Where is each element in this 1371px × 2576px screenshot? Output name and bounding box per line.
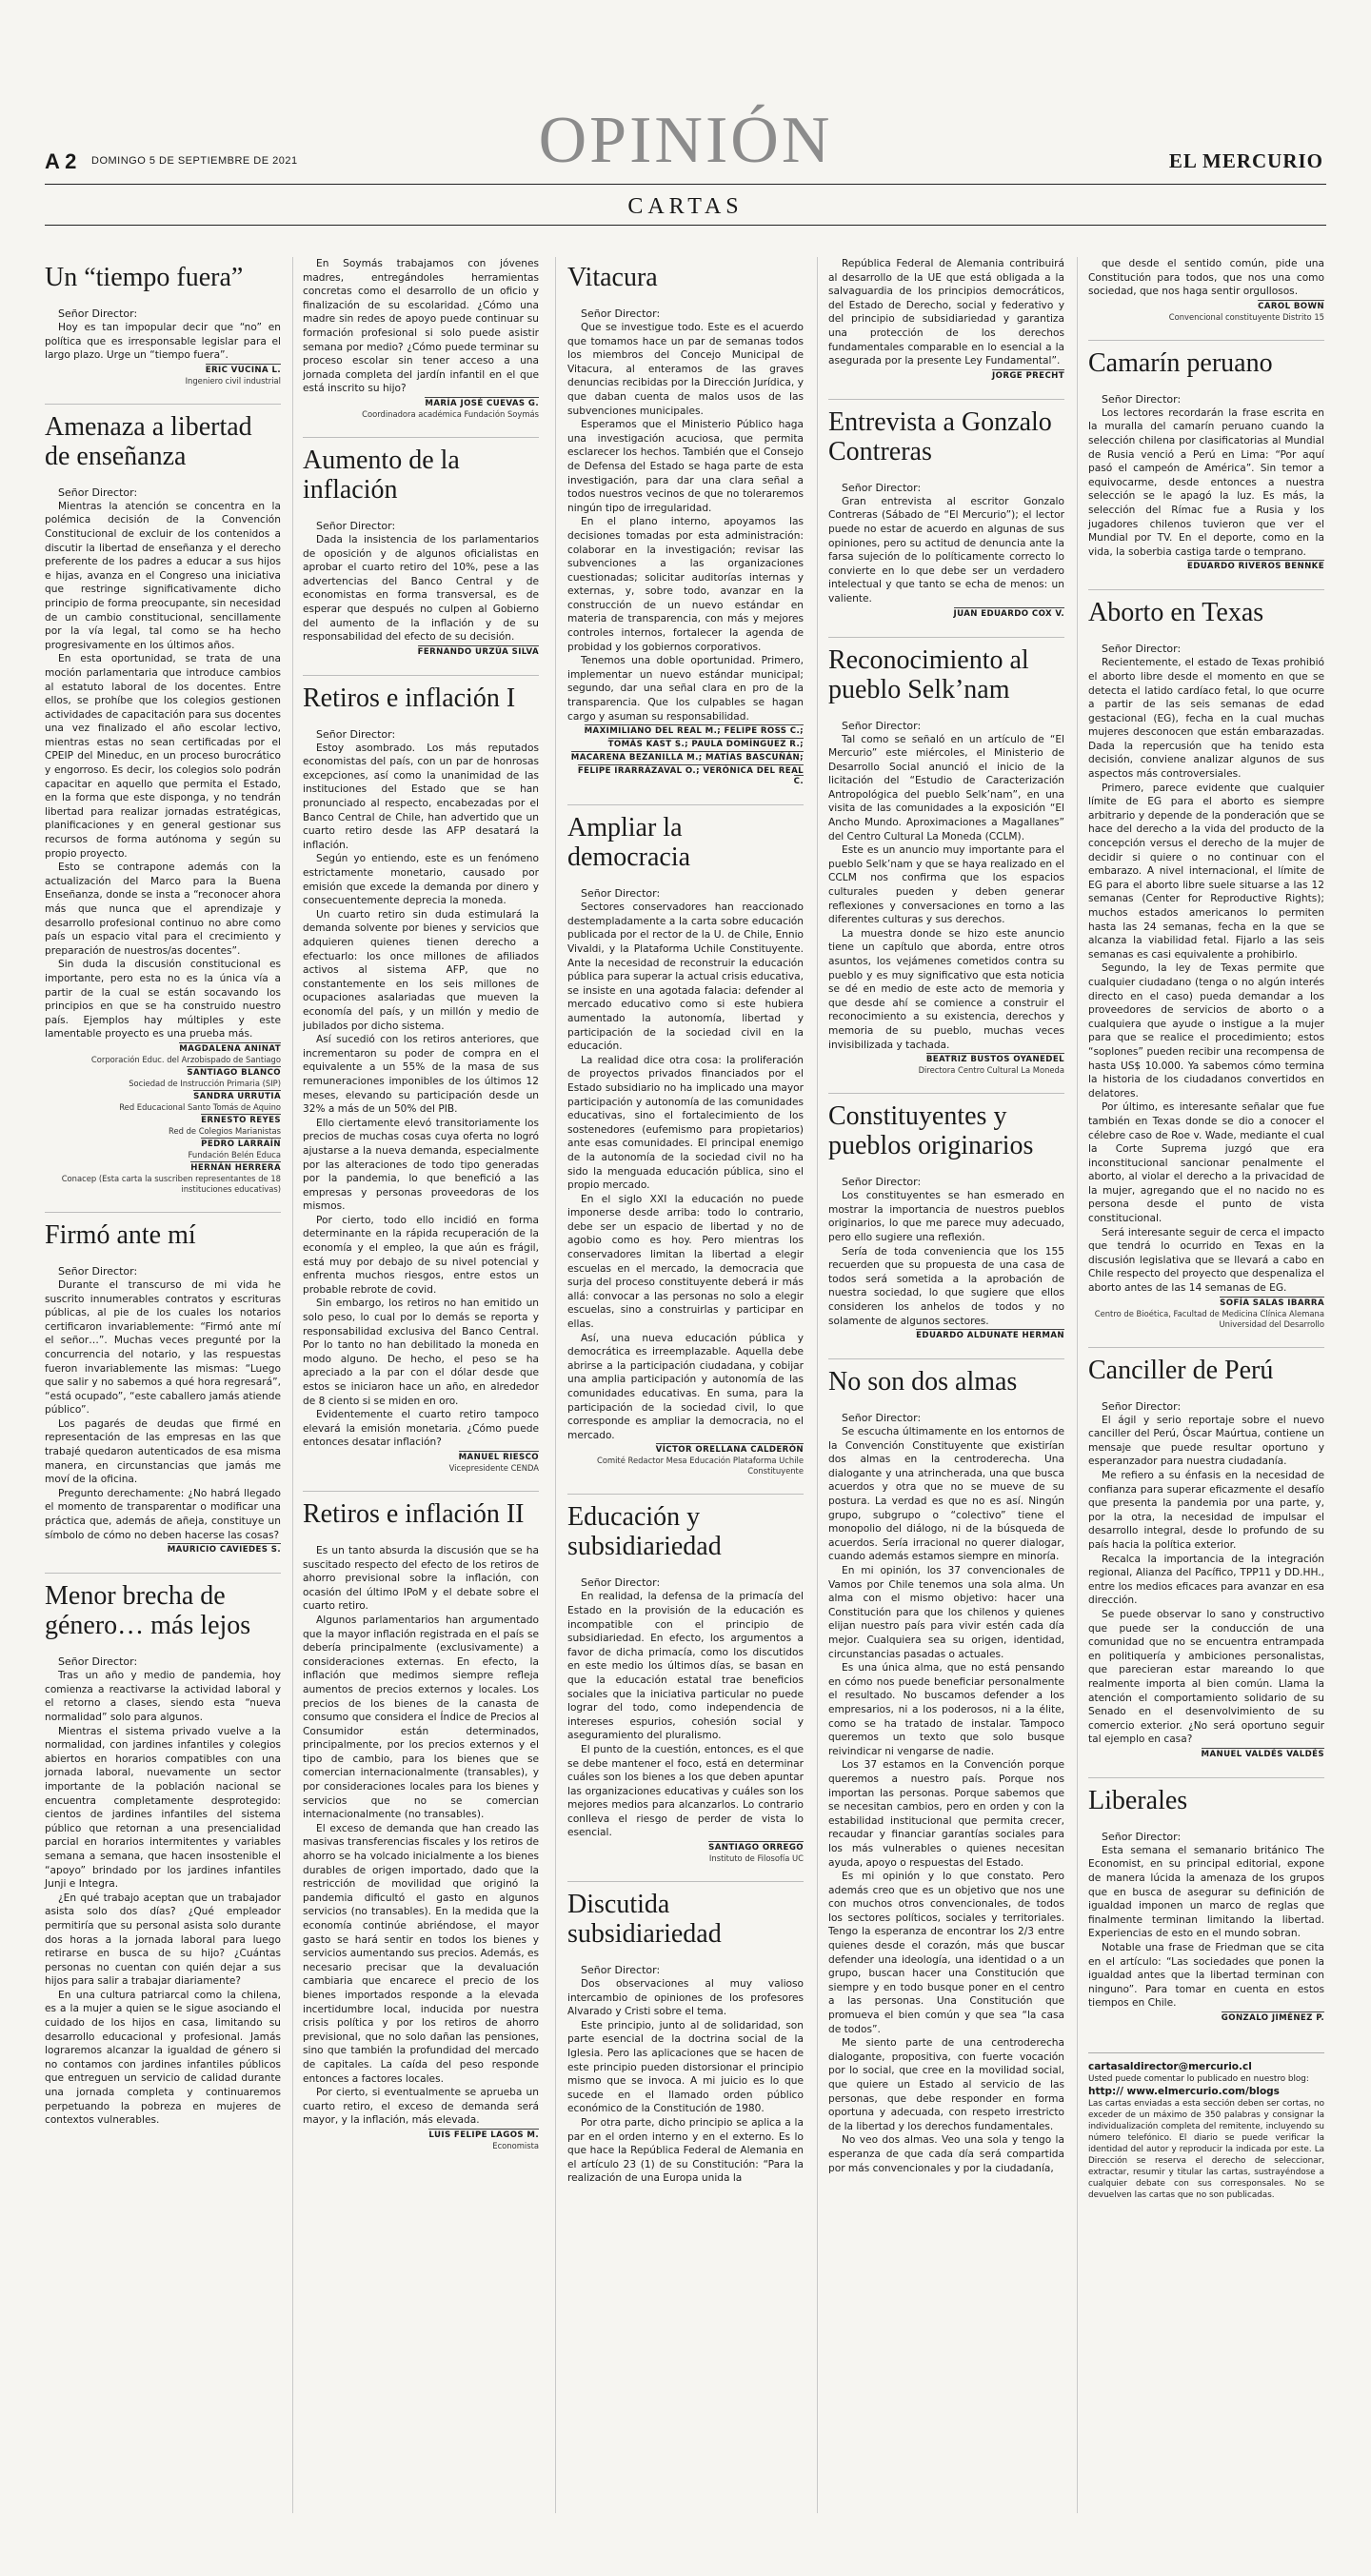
letter-signature (567, 740, 804, 750)
letter-signature (567, 1445, 804, 1456)
letter (567, 263, 804, 787)
letter-paragraph: Será interesante seguir de cerca el impacto que tendrá lo ocurrido en Texas en la discusión legislativa que se llevará a cabo en Chile respecto del proyecto que despenaliza el aborto antes de las 14 semanas de EG. (1088, 1226, 1324, 1295)
letter-separator (567, 804, 804, 805)
signature-affiliation: Convencional constituyente Distrito 15 (1168, 311, 1324, 322)
letter-paragraph: Gran entrevista al escritor Gonzalo Contreras (Sábado de “El Mercurio”); el lector puede no estar de acuerdo en algunas de sus opiniones, pero su actitud de denuncia ante la farsa sujeción de lo políticamente correcto lo convierte en lo que debe ser un verdadero intelectual y que tanto se echa de menos: un valiente. (828, 495, 1064, 604)
letter-paragraph: Así, una nueva educación pública y democrática es irreemplazable. Aquella debe abrirse a la participación ciudadana, y cobijar una amplia participación y autonomía de las comunidades educativas. En suma, para la participación de la sociedad civil, lo que corresponde es ampliar la democracia, no el mercado. (567, 1332, 804, 1441)
letter-paragraph: Dos observaciones al muy valioso intercambio de opiniones de los profesores Alvarado y Cristi sobre el tema. (567, 1978, 804, 2018)
signature-affiliation: Coordinadora académica Fundación Soymás (362, 408, 539, 419)
letter-paragraph: Que se investigue todo. Este es el acuerdo que tomamos hace un par de semanas todos los miembros del Concejo Municipal de Vitacura, al enteramos de las graves denuncias recibidas por la Dirección Jurídica, y que daban cuenta de malos usos de las subvenciones municipales. (567, 322, 804, 417)
letter-paragraph: Por cierto, todo ello incidió en forma determinante en la rápida recuperación de la economía y el empleo, la que aún es frágil, está muy por debajo de su nivel potencial y enfrenta muchos riesgos, entre estos un probable rebrote de covid. (303, 1214, 539, 1296)
signature-affiliation: Directora Centro Cultural La Moneda (918, 1065, 1064, 1076)
signature-name: MANUEL VALDÉS VALDÉS (1201, 1749, 1324, 1759)
letter (567, 804, 804, 1476)
letter-headline: Aborto en Texas (1088, 598, 1264, 628)
letter-paragraph: El exceso de demanda que han creado las masivas transferencias fiscales y los retiros de ahorro se ha volcado inicialmente a los bienes durables de origen importado, dado que la restricción de movilidad que originó la pandemia dificultó el gasto en algunos servicios (no transables). En la medida que la economía continúe abriéndose, el mayor gasto se hará sentir en todos los bienes y servicios aumentando sus precios. Además, es necesario precisar que la devaluación cambiaria que encarece el precio de los bienes importados responde a la elevada incertidumbre local, inducida por nuestra crisis política y por los retiros de ahorro previsional, que no solo dañan las pensiones, sino que también la profundidad del mercado de capitales. La caída del peso responde entonces a factores locales. (303, 1822, 539, 2085)
letter-paragraph: En mi opinión, los 37 convencionales de Vamos por Chile tenemos una sola alma. Un alma con el mismo objetivo: hacer una Constitución para que los chilenos y quienes elijan nuestro país para vivir estén cada día mejor. Cualquiera sea su origen, identidad, circunstancias pasadas o actuales. (828, 1565, 1064, 1660)
letter-paragraph: En una cultura patriarcal como la chilena, es a la mujer a quien se le sigue asociando el cuidado de los hijos en casa, limitando su desarrollo educacional y profesional. Jamás lograremos alcanzar la igualdad de género si no contamos con jardines infantiles públicos que entreguen un servicio de calidad durante una jornada completa y continuaremos perpetuando la pobreza en mujeres de contextos vulnerables. (45, 1989, 281, 2127)
column-1 (45, 257, 281, 2145)
letter-paragraph: Segundo, la ley de Texas permite que cualquier ciudadano (tenga o no algún interés directo en el caso) pueda demandar a los proveedores de servicios de aborto o a cualquiera que ayude o instigue a la mujer para que se realice el procedimiento; estos “soplones” pueden recibir una recompensa de hasta US$ 10.000. Ya sabemos cómo termina la historia de los ciudadanos convertidos en delatores. (1088, 962, 1324, 1100)
letter-paragraph: Me siento parte de una centroderecha dialogante, propositiva, con fuerte vocación por lo social, que cree en la movilidad social, que quiere un Estado al servicio de las personas, que debe responder en forma oportuna y adecuada, con respeto irrestricto de la libertad y los derechos fundamentales. (828, 2037, 1064, 2132)
letter (303, 1491, 539, 2151)
letter-paragraph: Sería de toda conveniencia que los 155 recuerden que su propuesta de una casa de todos será sometida a la aprobación de nuestra sociedad, lo que sugiere que ellos consideren los anhelos de todos y no solamente de algunos sectores. (828, 1245, 1064, 1327)
signature-affiliation: Red Educacional Santo Tomás de Aquino (119, 1101, 281, 1112)
letter-paragraph: que desde el sentido común, pide una Constitución para todos, que nos una como sociedad, que nos haga sentir orgullosos. (1088, 258, 1324, 298)
letter-headline: Un “tiempo fuera” (45, 263, 244, 292)
letter (1088, 257, 1324, 323)
letter-paragraph: Hoy es tan impopular decir que “no” en política que es irresponsable legislar para el largo plazo. Urge un “tiempo fuera”. (45, 322, 281, 362)
signature-name: BEATRIZ BUSTOS OYANEDEL (925, 1055, 1064, 1065)
letter-salutation: Señor Director: (842, 481, 922, 494)
letter-paragraph: Un cuarto retiro sin duda estimulará la demanda solvente por bienes y servicios que adquieren quienes tienen derecho a efectuarlo: los once millones de afiliados activos al sistema AFP, que no constantemente en los seis millones de ocupaciones asalariadas que mueven la economía del país, y un millón y medio de jubilados por dicho sistema. (303, 908, 539, 1032)
column-3 (567, 257, 804, 2203)
contact-box (1088, 2052, 1324, 2201)
signature-name: FELIPE IRARRÁZAVAL O.; VERÓNICA DEL REAL C. (577, 766, 804, 787)
letter-headline: Constituyentes y pueblos originarios (828, 1101, 1034, 1161)
letter (828, 637, 1064, 1077)
signature-name: MAXIMILIANO DEL REAL M.; FELIPE ROSS C.; (584, 726, 804, 737)
letter-paragraph: Sin embargo, los retiros no han emitido un solo peso, lo cual por lo demás se reporta y responsabilidad exclusiva del Banco Central. Por lo tanto no han debilitado la moneda en modo alguno. De hecho, el peso se ha apreciado a la par con el dólar desde que estos se iniciaron hace un año, en alrededor de 8 ciento si se miden en oro. (303, 1298, 539, 1407)
letter-paragraph: Esperamos que el Ministerio Público haga una investigación acuciosa, que permita esclarecer los hechos. También que el Consejo de Defensa del Estado se haga parte de esta investigación, para dar una clara señal a todos nuestros vecinos de que no toleraremos ningún tipo de irregularidad. (567, 419, 804, 514)
newspaper-name: EL MERCURIO (1168, 149, 1323, 172)
letter-paragraph: En realidad, la defensa de la primacía del Estado en la provisión de la educación es incompatible con el principio de subsidiariedad. En efecto, los argumentos a favor de dicha primacía, como los discutidos en este medio los últimos días, se basan en que la educación estatal trae beneficios sociales que la iniciativa particular no puede lograr del todo, como independencia de intereses espurios, cohesión social y aseguramiento del pluralismo. (567, 1591, 804, 1742)
letter-salutation: Señor Director: (581, 1964, 661, 1977)
letter-separator (303, 437, 539, 438)
letter (45, 1573, 281, 2128)
letter-salutation: Señor Director: (842, 1176, 922, 1189)
letter-signature (567, 766, 804, 787)
letter-headline: Amenaza a libertad de enseñanza (45, 411, 252, 471)
signature-name: MARÍA JOSÉ CUEVAS G. (425, 398, 539, 408)
letter-paragraph: El ágil y serio reportaje sobre el nuevo canciller del Perú, Óscar Maúrtua, contiene un mensaje que puede resultar oportuno y esperanzador para nuestra ciudadanía. (1088, 1414, 1324, 1468)
letter-signature (45, 1163, 281, 1174)
letter-paragraph: En Soymás trabajamos con jóvenes madres, entregándoles herramientas concretas como el desarrollo de un oficio y finalización de su escolaridad. ¿Cómo una madre sin redes de apoyo puede continuar su formación profesional si solo puede asistir semana por medio? ¿Cómo puede terminar su proceso escolar sin tener acceso a una jornada completa del jardín infantil en el que está inscrito su hijo? (303, 258, 539, 395)
signature-name: MANUEL RIESCO (458, 1452, 539, 1462)
letter-signature (45, 1068, 281, 1079)
letter-paragraph: Los 37 estamos en la Convención porque queremos a nuestro país. Porque nos importan las personas. Porque sabemos que se necesitan cambios, pero en orden y con la estabilidad institucional que permita crecer, recaudar y financiar garantías sociales para los más vulnerables o quienes necesitan ayuda, apoyo o respuestas del Estado. (828, 1759, 1064, 1869)
letter-separator (567, 1881, 804, 1882)
letter-salutation: Señor Director: (1102, 1399, 1182, 1413)
letter-paragraph: Es mi opinión y lo que constato. Pero además creo que es un objetivo que nos une con muchos otros convencionales, de todos los sectores políticos, sociales y territoriales. Tengo la esperanza de encontrar los 2/3 entre quienes desde el corazón, más que buscar defender una ideología, una identidad o a un grupo, buscan hacer una Constitución que siempre y en todo busque poner en el centro a las personas. Una Constitución que promueva el bien común y que sea “la casa de todos”. (828, 1871, 1064, 2035)
masthead (0, 0, 1371, 228)
letter-headline: Reconocimiento al pueblo Selk’nam (828, 644, 1029, 704)
publication-date: DOMINGO 5 DE SEPTIEMBRE DE 2021 (91, 155, 298, 167)
letter-headline: Camarín peruano (1088, 347, 1273, 378)
letter-headline: Vitacura (567, 263, 658, 292)
letter-separator (567, 1494, 804, 1495)
letter-salutation: Señor Director: (1102, 392, 1182, 406)
letter-signature (45, 366, 281, 376)
letter-paragraph: Por otra parte, dicho principio se aplica a la par en el orden interno y en el externo. Es lo que hace la República Federal de Alemania en el artículo 23 (1) de su Constitución: “Para la realización de una Europa unida la (567, 2117, 804, 2185)
section-title: OPINIÓN (538, 104, 833, 177)
letter-separator (303, 1491, 539, 1492)
letter-paragraph: El punto de la cuestión, entonces, es el que se debe mantener el foco, está en determinar cuáles son los bienes a los que deben apuntar las organizaciones educativas y cuáles son los mejores medios para alcanzarlos. Lo contrario conlleva el riesgo de perder de vista lo esencial. (567, 1743, 804, 1839)
letter-signature (1088, 302, 1324, 312)
letter-paragraph: Recalca la importancia de la integración regional, Alianza del Pacífico, TPP11 y DD.HH., entre los medios eficaces para avanzar en esa dirección. (1088, 1553, 1324, 1607)
letter-paragraph: Es una única alma, que no está pensando en cómo nos puede beneficiar personalmente el resultado. No buscamos defender a los empresarios, ni a los poderosos, ni a la élite, como se ha tratado de instalar. Tampoco queremos un texto que solo busque reivindicar ni vengarse de nadie. (828, 1662, 1064, 1757)
letter-headline: Liberales (1088, 1785, 1188, 1815)
letter-paragraph: Primero, parece evidente que cualquier límite de EG para el aborto es siempre arbitrario y depende de la ponderación que se hace del derecho a la vida del producto de la concepción versus el derecho de la mujer de decidir si quiere o no continuar con el embarazo. A nivel internacional, el límite de EG para el aborto libre suele situarse a las 12 semanas (Center for Reproductive Rights); muchos estados americanos lo permiten hasta las 24 semanas, fecha en la que se alcanza la viabilidad fetal. Fijarlo a las seis semanas es casi equivalente a prohibirlo. (1088, 782, 1324, 961)
page-number: A 2 (45, 149, 77, 173)
letter-paragraph: No veo dos almas. Veo una sola y tengo la esperanza de que cada día será compartida por más convencionales y por la ciudadanía, (828, 2134, 1064, 2174)
letter-signature (303, 647, 539, 658)
signature-name: PEDRO LARRAÍN (201, 1139, 281, 1149)
letter-separator (45, 1212, 281, 1213)
signature-name: FERNANDO URZÚA SILVA (417, 646, 539, 657)
letter-paragraph: Esto se contrapone además con la actualización del Marco para la Buena Enseñanza, donde se insta a “reconocer ahora más que nunca que el aprendizaje y desarrollo profesional continuo no abre como país un espacio vital para el crecimiento y preparación de nuestros/as docentes”. (45, 862, 281, 957)
letter-separator (828, 1358, 1064, 1359)
letter-separator (45, 404, 281, 405)
letter-separator (1088, 340, 1324, 341)
letter-signature (1088, 562, 1324, 572)
letter (45, 263, 281, 386)
letter-signature (828, 1055, 1064, 1065)
letter (1088, 589, 1324, 1329)
letter-paragraph: En esta oportunidad, se trata de una moción parlamentaria que introduce cambios al estatuto laboral de los docentes. Entre ellos, se prohíbe que los colegios gestionen actividades de capacitación para sus docentes una vez finalizado el año escolar lectivo, mientras estas no sean certificadas por el CPEIP del Mineduc, en un proceso burocrático y engorroso. Es decir, los colegios solo podrán capacitar en aquello que permita el Estado, en la forma que este disponga, y no tendrán libertad para realizar jornadas estratégicas, planificaciones y en general gestionar sus recursos de forma autónoma y según su propio proyecto. (45, 653, 281, 860)
letter-headline: Educación y subsidiariedad (567, 1502, 722, 1562)
signature-name: SANTIAGO BLANCO (187, 1067, 281, 1078)
column-2 (303, 257, 539, 2169)
letter-signature (1088, 1298, 1324, 1309)
letter-signature (828, 1331, 1064, 1341)
letter-paragraph: Tras un año y medio de pandemia, hoy comienza a reactivarse la actividad laboral y el retorno a clases, siendo esta “nueva normalidad” solo para algunos. (45, 1670, 281, 1723)
letter-signature (303, 399, 539, 409)
signature-affiliation: Vicepresidente CENDA (448, 1462, 539, 1473)
letter-paragraph: Sectores conservadores han reaccionado destempladamente a la carta sobre educación publicada por el rector de la U. de Chile, Ennio Vivaldi, y la Plataforma Uchile Constituyente. Ante la necesidad de reconstruir la educación pública para superar la actual crisis educativa, se insiste en una agotada falacia: defender al mercado educativo como si este hubiera aumentado la autonomía, libertad y participación de la sociedad civil en la educación. (567, 902, 804, 1053)
letter-paragraph: ¿En qué trabajo aceptan que un trabajador asista solo dos días? ¿Qué empleador permitiría que su personal asista solo durante dos horas a la jornada laboral para luego retirarse en busca de su hijo? ¿Cuántas personas no cuentan con quién dejar a sus hijos para salir a trabajar diariamente? (45, 1892, 281, 1988)
letter-signature (303, 2130, 539, 2141)
letter (45, 404, 281, 1195)
letter-salutation: Señor Director: (1102, 1830, 1182, 1843)
letter-headline: Retiros e inflación I (303, 683, 516, 713)
letter-headline: Discutida subsidiariedad (567, 1890, 722, 1950)
signature-name: LUIS FELIPE LAGOS M. (428, 2130, 539, 2140)
letter-signature (45, 1044, 281, 1055)
signature-name: VÍCTOR ORELLANA CALDERÓN (655, 1445, 804, 1456)
masthead-rule-top (45, 184, 1326, 185)
letter-signature (45, 1116, 281, 1126)
column-divider (817, 257, 818, 2513)
signature-name: CAROL BOWN (1258, 301, 1324, 311)
letter (828, 1358, 1064, 2175)
letter-paragraph: Tal como se señaló en un artículo de “El Mercurio” este miércoles, el Ministerio de Desarrollo Social anunció el inicio de la licitación del “Estudio de Caracterización Antropológica del pueblo Selk’nam”, en una visita de las comunidades a la exposición “El Ancho Mundo. Aproximaciones a Magallanes” del Centro Cultural La Moneda (CCLM). (828, 733, 1064, 842)
letter-headline: Firmó ante mí (45, 1219, 196, 1250)
letters-policy: Las cartas enviadas a esta sección deben ser cortas, no exceder de un máximo de 350 palabras y consignar la individualización completa del remitente, incluyendo su número telefónico. El diario se puede verificar la identidad del autor y reproducir la indicada por este. La Dirección se reserva el derecho de seleccionar, extractar, resumir y titular las cartas, sustrayéndose a cualquier debate con sus corresponsales. No se devuelven las cartas que no son publicadas. (1088, 2099, 1324, 2200)
letter-salutation: Señor Director: (1102, 643, 1182, 656)
letter-paragraph: Esta semana el semanario británico The Economist, en su principal editorial, expone de manera lúcida la amenaza de los grupos que en busca de asegurar su definición de igualdad imponen un marco de reglas que finalmente terminan limitando la libertad. Experiencias de esto en el mundo sobran. (1088, 1844, 1324, 1940)
letter-paragraph: La realidad dice otra cosa: la proliferación de proyectos privados financiados por el Estado subsidiario no ha implicado una mayor participación y autonomía de las comunidades educativas, sino el fortalecimiento de los sostenedores (eufemismo para propietarios) ante esas comunidades. El principal enemigo de la autonomía de la sociedad civil no ha sido la menguada educación pública, sino el propio mercado. (567, 1054, 804, 1192)
signature-name: MAURICIO CAVIEDES S. (167, 1545, 281, 1556)
letter-signature (828, 609, 1064, 620)
signature-name: JORGE PRECHT (992, 370, 1064, 381)
letter-headline: Aumento de la inflación (303, 445, 460, 505)
letter-paragraph: Notable una frase de Friedman que se cita en el artículo: “Las sociedades que ponen la igualdad antes que la libertad terminan con ninguno”. Para tomar en cuenta en estos tiempos en Chile. (1088, 1942, 1324, 2010)
signature-affiliation: Sociedad de Instrucción Primaria (SIP) (129, 1078, 281, 1088)
signature-name: ERNESTO REYES (201, 1115, 281, 1125)
letter (567, 1494, 804, 1864)
letter-signature (45, 1139, 281, 1150)
letter-salutation: Señor Director: (581, 887, 661, 901)
letter-salutation: Señor Director: (58, 1264, 138, 1278)
letter (1088, 340, 1324, 573)
letter (828, 1093, 1064, 1341)
letter-paragraph: República Federal de Alemania contribuirá al desarrollo de la UE que está obligada a la salvaguardia de los principios democráticos, del Estado de Derecho, social y federativo y del principio de subsidiariedad y garantiza una protección de los derechos fundamentales comparable en lo esencial a la asegurada por la presente Ley Fundamental”. (828, 258, 1064, 367)
letter-signature (303, 1453, 539, 1463)
letter-salutation: Señor Director: (58, 485, 138, 499)
subsection-title: CARTAS (627, 194, 744, 219)
letter-paragraph: Estoy asombrado. Los más reputados economistas del país, con un par de honrosas excepciones, así como la unanimidad de las instituciones del Estado que se han pronunciado al respecto, encabezadas por el Banco Central de Chile, han advertido que un cuarto retiro desde las AFP desatará la inflación. (303, 742, 539, 851)
signature-affiliation: Corporación Educ. del Arzobispado de Santiago (90, 1054, 281, 1064)
signature-name: SANDRA URRUTIA (193, 1091, 281, 1101)
letter-separator (828, 399, 1064, 400)
letter-paragraph: Algunos parlamentarios han argumentado que la mayor inflación registrada en el país se debería principalmente (exclusivamente) a consideraciones externas. En efecto, la inflación que medimos siempre refleja aumentos de precios externos y locales. Los precios de los bienes de la canasta de consumo que considera el Índice de Precios al Consumidor están determinados, principalmente, por los precios externos y el tipo de cambio, para los bienes que se comercian internacionalmente (transables), y por consideraciones locales para los bienes y servicios que no se comercian internacionalmente (no transables). (303, 1614, 539, 1821)
letter-paragraph: Mientras el sistema privado vuelve a la normalidad, con jardines infantiles y colegios abiertos en horarios compatibles con una jornada laboral, nuevamente un sector importante de la población nacional se encuentra completamente desprotegido: cientos de jardines infantiles del sistema público que retornan a una presencialidad parcial en horarios intermitentes y variables semana a semana, que hacen insostenible el “apoyo” brindado por los jardines infantiles Junji e Integra. (45, 1725, 281, 1891)
letter-signature (1088, 1750, 1324, 1760)
letter-headline: Ampliar la democracia (567, 813, 691, 873)
letter-paragraph: Evidentemente el cuarto retiro tampoco elevará la emisión monetaria. ¿Cómo puede entonces desatar inflación? (303, 1409, 539, 1449)
letter-paragraph: Dada la insistencia de los parlamentarios de oposición y de algunos oficialistas en aprobar el cuarto retiro del 10%, pese a las advertencias del Banco Central y de economistas en forma transversal, es de esperar que después no culpen al Gobierno del aumento de la inflación y de su responsabilidad del efecto de su decisión. (303, 533, 539, 644)
signature-name: SOFÍA SALAS IBARRA (1220, 1298, 1324, 1308)
letter-paragraph: Los constituyentes se han esmerado en mostrar la importancia de nuestros pueblos originarios, lo que me parece muy adecuado, pero ello sugiere una reflexión. (828, 1190, 1064, 1243)
signature-affiliation: Ingeniero civil industrial (185, 375, 281, 386)
letter-signature (45, 1545, 281, 1556)
letter-paragraph: Durante el transcurso de mi vida he suscrito innumerables contratos y escrituras públicas, al pie de los cuales los notarios certificaron invariablemente: “Firmó ante mí el señor…”. Muchas veces pregunté por la concurrencia del notario, y las respuestas fueron invariablemente las mismas: “Luego que salir y no sabemos a qué hora regresará”, “está ocupado”, “este caballero jamás atiende público”. (45, 1278, 281, 1417)
signature-name: MAGDALENA ANINAT (179, 1043, 281, 1054)
letter-paragraph: Es un tanto absurda la discusión que se ha suscitado respecto del efecto de los retiros de ahorro previsional sobre la inflación, con ocasión del último IPoM y el debate sobre el cuarto retiro. (303, 1544, 539, 1613)
letter-signature (567, 1843, 804, 1853)
letter-paragraph: Me refiero a su énfasis en la necesidad de confianza para superar eficazmente el desafío que presenta la pandemia por una parte, y, por la otra, la necesidad de impulsar el desarrollo integral, desde lo profundo de su país hacia la política exterior. (1088, 1470, 1324, 1551)
letter-paragraph: Ello ciertamente elevó transitoriamente los precios de muchas cosas cuya oferta no logró ajustarse a la nueva demanda, especialmente por las alteraciones de todo tipo generadas por la pandemia, lo que benefició a las empresas y personas proveedoras de los mismos. (303, 1117, 539, 1213)
letter-paragraph: Según yo entiendo, este es un fenómeno estrictamente monetario, causado por emisión que excede la demanda por dinero y consecuentemente deprecia la moneda. (303, 853, 539, 907)
letter-paragraph: Sin duda la discusión constitucional es importante, pero esta no es la única vía a partir de la cual se están socavando los principios en que se ha construido nuestro país. Ejemplos hay múltiples y este lamentable proyecto es una prueba más. (45, 959, 281, 1040)
letter (303, 257, 539, 420)
letter-separator (303, 675, 539, 676)
letter-salutation: Señor Director: (316, 519, 396, 532)
letter-paragraph: Tenemos una doble oportunidad. Primero, implementar un nuevo estándar municipal; segundo, dar una señal clara en pro de la transparencia. Que los culpables se hagan cargo y asuman su responsabilidad. (567, 655, 804, 723)
letter-signature (45, 1092, 281, 1102)
signature-name: TOMÁS KAST S.; PAULA DOMÍNGUEZ R.; (607, 740, 804, 750)
letter-signature (567, 726, 804, 737)
letter-paragraph: Mientras la atención se concentra en la polémica decisión de la Convención Constitucional de excluir de los contenidos a discutir la libertad de enseñanza y el derecho preferente de los padres a educar a sus hijos e hijas, avanza en el Congreso una iniciativa que restringe significativamente dicho principio de forma preocupante, sin necesidad de un cambio constitucional, sencillamente por la vía legal, tal como se ha hecho progresivamente en los últimos años. (45, 500, 281, 651)
letter-salutation: Señor Director: (581, 307, 661, 320)
letter-salutation: Señor Director: (581, 1576, 661, 1590)
letter (828, 399, 1064, 620)
letter-paragraph: Así sucedió con los retiros anteriores, que incrementaron su poder de compra en el equivalente a un 55% de la masa de sus remuneraciones imponibles de los últimos 12 meses, elevando su participación desde un 32% a más de un 50% del PIB. (303, 1034, 539, 1116)
masthead-rule-bottom (45, 225, 1326, 226)
signature-name: GONZALO JIMÉNEZ P. (1221, 2013, 1324, 2023)
letter-headline: Menor brecha de género… más lejos (45, 1581, 251, 1641)
letter (1088, 1347, 1324, 1760)
signature-affiliation: Centro de Bioética, Facultad de Medicina Clínica Alemana Universidad del Desarrollo (1094, 1308, 1324, 1329)
letter-separator (1088, 589, 1324, 590)
letter-salutation: Señor Director: (58, 307, 138, 320)
letter-separator (1088, 1347, 1324, 1348)
signature-name: SANTIAGO ORREGO (708, 1843, 804, 1853)
letter-headline: No son dos almas (828, 1367, 1018, 1397)
letter-salutation: Señor Director: (316, 727, 396, 741)
signature-name: JUAN EDUARDO COX V. (953, 608, 1064, 619)
signature-affiliation: Fundación Belén Educa (188, 1149, 281, 1159)
letter-paragraph: Se puede observar lo sano y constructivo que puede ser la conducción de una comunidad que no se encuentra entrampada en politiquería y ambiciones personalistas, que parecieran estar mareando lo que realmente importa al bien común. Llama la atención el comportamiento solidario de su Senado en el desenvolvimiento de su comercio exterior. ¿No será oportuno seguir tal ejemplo en casa? (1088, 1608, 1324, 1746)
letter-separator (828, 637, 1064, 638)
letter-paragraph: Los pagarés de deudas que firmé en representación de las empresas en las que trabajé quedaron autenticados de esa misma manera, en circunstancias que jamás me moví de la oficina. (45, 1417, 281, 1486)
letter (303, 437, 539, 658)
letter-paragraph: Por último, es interesante señalar que fue también en Texas donde se dio a conocer el célebre caso de Roe v. Wade, mediante el cual la Corte Suprema juzgó que era inconstitucional sancionar penalmente el aborto, al violar el derecho a la privacidad de la mujer, agregando que el no nacido no es persona desde el punto de vista constitucional. (1088, 1101, 1324, 1225)
letter (567, 1881, 804, 2186)
column-divider (555, 257, 556, 2513)
letter-paragraph: Por cierto, si eventualmente se aprueba un cuarto retiro, el exceso de demanda será mayor, y la inflación, más elevada. (303, 2087, 539, 2127)
letter-signature (567, 753, 804, 763)
blog-link[interactable]: http:// www.elmercurio.com/blogs (1088, 2086, 1280, 2097)
signature-name: ERIC VUCINA L. (205, 365, 281, 375)
signature-affiliation: Comité Redactor Mesa Educación Plataforma Uchile Constituyente (596, 1456, 804, 1476)
letter-headline: Retiros e inflación II (303, 1498, 525, 1529)
signature-name: EDUARDO ALDUNATE HERMAN (916, 1331, 1064, 1341)
letter-headline: Entrevista a Gonzalo Contreras (828, 406, 1052, 466)
signature-name: MACARENA BEZANILLA M.; MATÍAS BASCUÑÁN; (570, 753, 804, 763)
column-4 (828, 257, 1064, 2192)
letter (45, 1212, 281, 1556)
letter-separator (1088, 1777, 1324, 1778)
column-5 (1088, 257, 1324, 2202)
letter (1088, 1777, 1324, 2024)
signature-affiliation: Economista (492, 2140, 539, 2150)
contact-email[interactable]: cartasaldirector@mercurio.cl (1088, 2061, 1252, 2072)
letter-signature (1088, 2013, 1324, 2024)
letter-paragraph: Pregunto derechamente: ¿No habrá llegado el momento de transparentar o modificar una práctica que, además de añeja, constituye un símbolo de cómo no deben hacerse las cosas? (45, 1487, 281, 1541)
column-divider (1077, 257, 1078, 2513)
letter (303, 675, 539, 1474)
letter-paragraph: Este es un anuncio muy importante para el pueblo Selk’nam y que se haya realizado en el CCLM nos confirma que los espacios culturales pueden y deben generar reflexiones y conversaciones en torno a las diferentes culturas y sus derechos. (828, 844, 1064, 926)
signature-affiliation: Conacep (Esta carta la suscriben representantes de 18 instituciones educativas) (61, 1173, 281, 1194)
signature-name: HERNÁN HERRERA (190, 1162, 281, 1173)
letter-salutation: Señor Director: (842, 1412, 922, 1425)
letter-separator (45, 1573, 281, 1574)
signature-name: EDUARDO RIVEROS BENNKE (1187, 562, 1324, 572)
column-divider (292, 257, 293, 2513)
letter-salutation: Señor Director: (842, 719, 922, 732)
letter-paragraph: Este principio, junto al de solidaridad, son parte esencial de la doctrina social de la Iglesia. Pero las aplicaciones que se hacen de este principio pueden distorsionar el principio mismo que se invoca. A mi juicio es lo que sucede en el llamado orden público económico de la Constitución de 1980. (567, 2019, 804, 2115)
letter-headline: Canciller de Perú (1088, 1355, 1274, 1385)
letter-salutation: Señor Director: (58, 1655, 138, 1669)
letter-paragraph: En el plano interno, apoyamos las decisiones tomadas por esta administración: colaborar en la investigación; revisar las subvenciones a las organizaciones cuestionadas; solicitar auditorías internas y externas, y, sobre todo, avanzar en la construcción de un nuevo estándar en materia de transparencia, con más y mejores controles internos, fortalecer la agenda de probidad y los gobiernos corporativos. (567, 516, 804, 653)
letter-separator (828, 1093, 1064, 1094)
letter-paragraph: Se escucha últimamente en los entornos de la Convención Constituyente que existirían dos almas en la centroderecha. Una dialogante y una atrincherada, una que busca acuerdos y otra que no se mueve de su postura. La verdad es que no es así. Ningún grupo, subgrupo o “colectivo” tiene el monopolio del diálogo, ni de la búsqueda de acuerdos. Sería irracional no querer dialogar, cuando además estamos siempre en minoría. (828, 1426, 1064, 1563)
letter-paragraph: En el siglo XXI la educación no puede imponerse desde arriba: todo lo contrario, debe ser un espacio de libertad y no de agobio como es hoy. Pero mientras los conservadores limitan la libertad a elegir escuelas en el mercado, la democracia que surja del proceso constituyente deberá ir más allá: convocar a las personas no solo a elegir escuelas, sino a construirlas y participar en ellas. (567, 1193, 804, 1331)
blog-intro: Usted puede comentar lo publicado en nuestro blog: (1088, 2074, 1309, 2084)
letter-paragraph: La muestra donde se hizo este anuncio tiene un capítulo que aborda, entre otros asuntos, los vejámenes cometidos contra su pueblo y es muy significativo que esta noticia se dé en medio de este acto de memoria y que desde ahí se comience a construir el reconocimiento a su existencia, derechos y memoria de su pueblo, muchas veces invisibilizada y tachada. (828, 927, 1064, 1051)
letter (828, 257, 1064, 382)
signature-affiliation: Red de Colegios Marianistas (169, 1125, 281, 1136)
letter-paragraph: Los lectores recordarán la frase escrita en la muralla del camarín peruano cuando la selección chilena por clasificatorias al Mundial de Rusia venció a Perú en Lima: “Por aquí pasó el campeón de América”. Sin temor a equivocarme, desde entonces a nuestra selección se le apagó la luz. Es más, la selección del Rímac fue a Rusia y los jugadores chilenos tuvieron que ver el Mundial por TV. En el deporte, como en la vida, la soberbia castiga tarde o temprano. (1088, 406, 1324, 558)
letter-paragraph: Recientemente, el estado de Texas prohibió el aborto libre desde el momento en que se detecta el latido cardíaco fetal, lo que ocurre a partir de las seis semanas de edad gestacional (EG), fecha en la cual muchas mujeres desconocen que están embarazadas. Dada la repercusión que ha tenido esta decisión, conviene analizar algunos de sus aspectos más controversiales. (1088, 657, 1324, 781)
signature-affiliation: Instituto de Filosofía UC (708, 1853, 804, 1864)
letter-signature (828, 371, 1064, 382)
